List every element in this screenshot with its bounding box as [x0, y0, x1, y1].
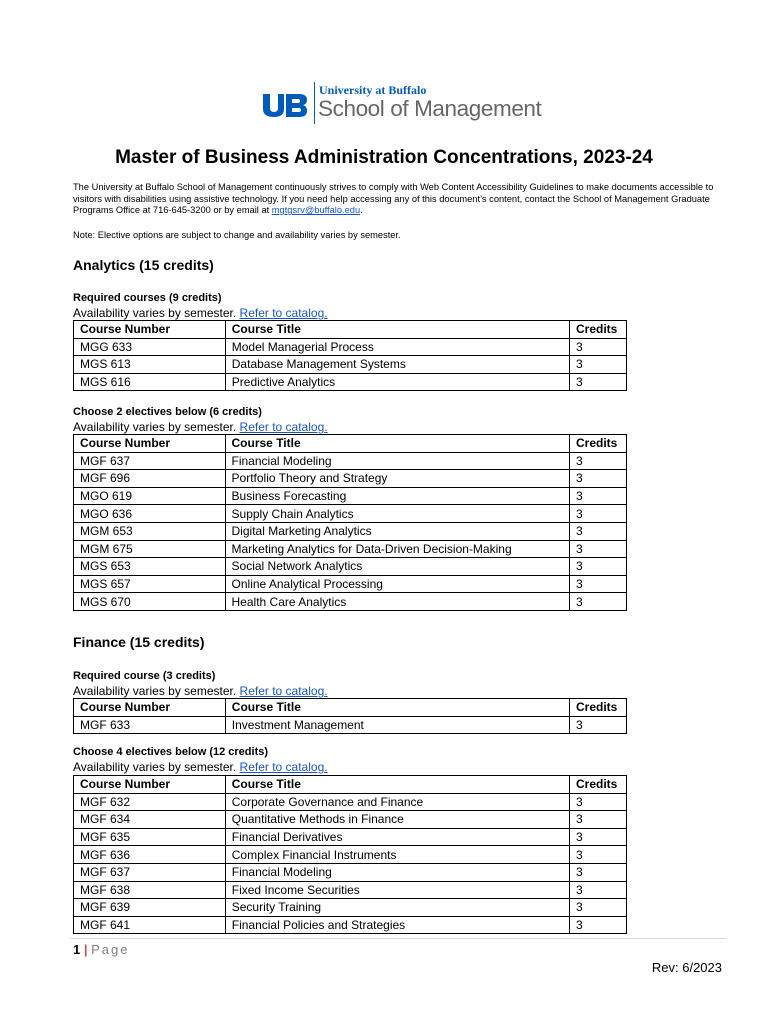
course-number: MGF 638	[74, 881, 226, 899]
course-number: MGM 653	[74, 522, 226, 540]
catalog-link[interactable]: Refer to catalog.	[239, 760, 328, 774]
course-credits: 3	[570, 558, 627, 576]
course-title: Financial Policies and Strategies	[225, 916, 569, 934]
course-credits: 3	[570, 593, 627, 611]
column-header-title: Course Title	[225, 321, 569, 339]
course-number: MGS 670	[74, 593, 226, 611]
course-credits: 3	[570, 863, 627, 881]
table-header-row	[74, 699, 627, 717]
course-credits: 3	[570, 522, 627, 540]
course-title: Marketing Analytics for Data-Driven Decision-Making	[225, 540, 569, 558]
analytics-heading: Analytics (15 credits)	[73, 257, 214, 273]
course-number: MGS 616	[74, 373, 226, 391]
table-header-row	[74, 435, 627, 453]
course-credits: 3	[570, 575, 627, 593]
course-credits: 3	[570, 716, 627, 734]
course-title: Supply Chain Analytics	[225, 505, 569, 523]
column-header-title: Course Title	[225, 776, 569, 794]
table-row	[74, 793, 627, 811]
course-title: Portfolio Theory and Strategy	[225, 470, 569, 488]
analytics-electives-availability	[73, 420, 328, 434]
course-title: Fixed Income Securities	[225, 881, 569, 899]
table-row	[74, 505, 627, 523]
finance-required-table	[73, 698, 627, 734]
course-number: MGO 636	[74, 505, 226, 523]
table-header-row	[74, 321, 627, 339]
elective-note: Note: Elective options are subject to change and availability varies by semester.	[73, 230, 401, 240]
table-row	[74, 338, 627, 356]
column-header-number: Course Number	[74, 699, 226, 717]
table-row	[74, 916, 627, 934]
table-row	[74, 356, 627, 374]
course-number: MGF 641	[74, 916, 226, 934]
intro-end: .	[360, 205, 363, 215]
revision-date: Rev: 6/2023	[651, 960, 722, 975]
course-title: Security Training	[225, 899, 569, 917]
table-row	[74, 593, 627, 611]
course-credits: 3	[570, 811, 627, 829]
table-row	[74, 558, 627, 576]
course-title: Business Forecasting	[225, 487, 569, 505]
analytics-required-heading: Required courses (9 credits)	[73, 292, 222, 304]
table-row	[74, 846, 627, 864]
course-title: Database Management Systems	[225, 356, 569, 374]
catalog-link[interactable]: Refer to catalog.	[239, 306, 328, 320]
column-header-number: Course Number	[74, 321, 226, 339]
finance-required-heading: Required course (3 credits)	[73, 670, 216, 682]
page-separator: |	[83, 942, 88, 957]
table-row	[74, 716, 627, 734]
table-row	[74, 899, 627, 917]
course-title: Health Care Analytics	[225, 593, 569, 611]
course-title: Complex Financial Instruments	[225, 846, 569, 864]
course-number: MGF 635	[74, 828, 226, 846]
catalog-link[interactable]: Refer to catalog.	[239, 420, 328, 434]
course-number: MGF 639	[74, 899, 226, 917]
course-credits: 3	[570, 338, 627, 356]
page-number	[73, 942, 130, 957]
finance-required-availability	[73, 684, 328, 698]
column-header-number: Course Number	[74, 776, 226, 794]
column-header-credits: Credits	[570, 321, 627, 339]
course-credits: 3	[570, 540, 627, 558]
table-row	[74, 811, 627, 829]
course-credits: 3	[570, 881, 627, 899]
catalog-link[interactable]: Refer to catalog.	[239, 684, 328, 698]
school-name: School of Management	[318, 96, 542, 121]
table-row	[74, 373, 627, 391]
analytics-electives-heading: Choose 2 electives below (6 credits)	[73, 406, 262, 418]
table-header-row	[74, 776, 627, 794]
course-number: MGO 619	[74, 487, 226, 505]
email-link[interactable]: mgtgsrv@buffalo.edu	[271, 205, 361, 215]
availability-text: Availability varies by semester.	[73, 760, 237, 774]
university-name: University at Buffalo	[319, 83, 427, 97]
school-logo	[262, 80, 542, 130]
table-row	[74, 575, 627, 593]
course-title: Investment Management	[225, 716, 569, 734]
course-number: MGF 633	[74, 716, 226, 734]
course-title: Digital Marketing Analytics	[225, 522, 569, 540]
column-header-credits: Credits	[570, 776, 627, 794]
page-number-value: 1	[73, 942, 81, 957]
analytics-required-availability	[73, 306, 328, 320]
table-row	[74, 828, 627, 846]
logo-divider	[314, 82, 315, 124]
course-number: MGM 675	[74, 540, 226, 558]
course-title: Quantitative Methods in Finance	[225, 811, 569, 829]
course-number: MGF 636	[74, 846, 226, 864]
course-credits: 3	[570, 470, 627, 488]
availability-text: Availability varies by semester.	[73, 684, 237, 698]
course-title: Predictive Analytics	[225, 373, 569, 391]
course-title: Financial Modeling	[225, 863, 569, 881]
course-title: Financial Derivatives	[225, 828, 569, 846]
course-credits: 3	[570, 505, 627, 523]
course-title: Online Analytical Processing	[225, 575, 569, 593]
table-row	[74, 452, 627, 470]
course-credits: 3	[570, 793, 627, 811]
course-number: MGF 637	[74, 452, 226, 470]
course-number: MGS 657	[74, 575, 226, 593]
finance-electives-heading: Choose 4 electives below (12 credits)	[73, 746, 269, 758]
course-title: Social Network Analytics	[225, 558, 569, 576]
footer-divider	[70, 938, 726, 939]
course-credits: 3	[570, 373, 627, 391]
finance-heading: Finance (15 credits)	[73, 634, 205, 650]
intro-text: The University at Buffalo School of Management continuously strives to comply with Web Content Accessibility Guidelines to make documents accessible to visitors with disabilities using assistive technology. If you need help accessing any of this document’s content, contact the School of Management Graduate Programs Office at 716-645-3200 or by email at	[73, 182, 714, 215]
course-number: MGS 613	[74, 356, 226, 374]
course-credits: 3	[570, 846, 627, 864]
table-row	[74, 470, 627, 488]
table-row	[74, 487, 627, 505]
table-row	[74, 863, 627, 881]
column-header-credits: Credits	[570, 699, 627, 717]
course-number: MGF 634	[74, 811, 226, 829]
page-title: Master of Business Administration Concentrations, 2023-24	[115, 147, 653, 168]
course-title: Financial Modeling	[225, 452, 569, 470]
course-title: Model Managerial Process	[225, 338, 569, 356]
availability-text: Availability varies by semester.	[73, 306, 237, 320]
availability-text: Availability varies by semester.	[73, 420, 237, 434]
column-header-number: Course Number	[74, 435, 226, 453]
course-credits: 3	[570, 452, 627, 470]
course-number: MGS 653	[74, 558, 226, 576]
course-credits: 3	[570, 356, 627, 374]
course-credits: 3	[570, 916, 627, 934]
analytics-electives-table	[73, 434, 627, 611]
course-credits: 3	[570, 899, 627, 917]
column-header-title: Course Title	[225, 699, 569, 717]
accessibility-statement	[73, 182, 723, 217]
course-number: MGF 696	[74, 470, 226, 488]
course-credits: 3	[570, 487, 627, 505]
finance-electives-availability	[73, 760, 328, 774]
course-number: MGG 633	[74, 338, 226, 356]
course-credits: 3	[570, 828, 627, 846]
table-row	[74, 522, 627, 540]
page-word: Page	[91, 942, 130, 957]
column-header-title: Course Title	[225, 435, 569, 453]
column-header-credits: Credits	[570, 435, 627, 453]
course-number: MGF 637	[74, 863, 226, 881]
table-row	[74, 540, 627, 558]
course-title: Corporate Governance and Finance	[225, 793, 569, 811]
analytics-required-table	[73, 320, 627, 391]
ub-logo-icon	[262, 92, 308, 118]
table-row	[74, 881, 627, 899]
course-number: MGF 632	[74, 793, 226, 811]
finance-electives-table	[73, 775, 627, 934]
